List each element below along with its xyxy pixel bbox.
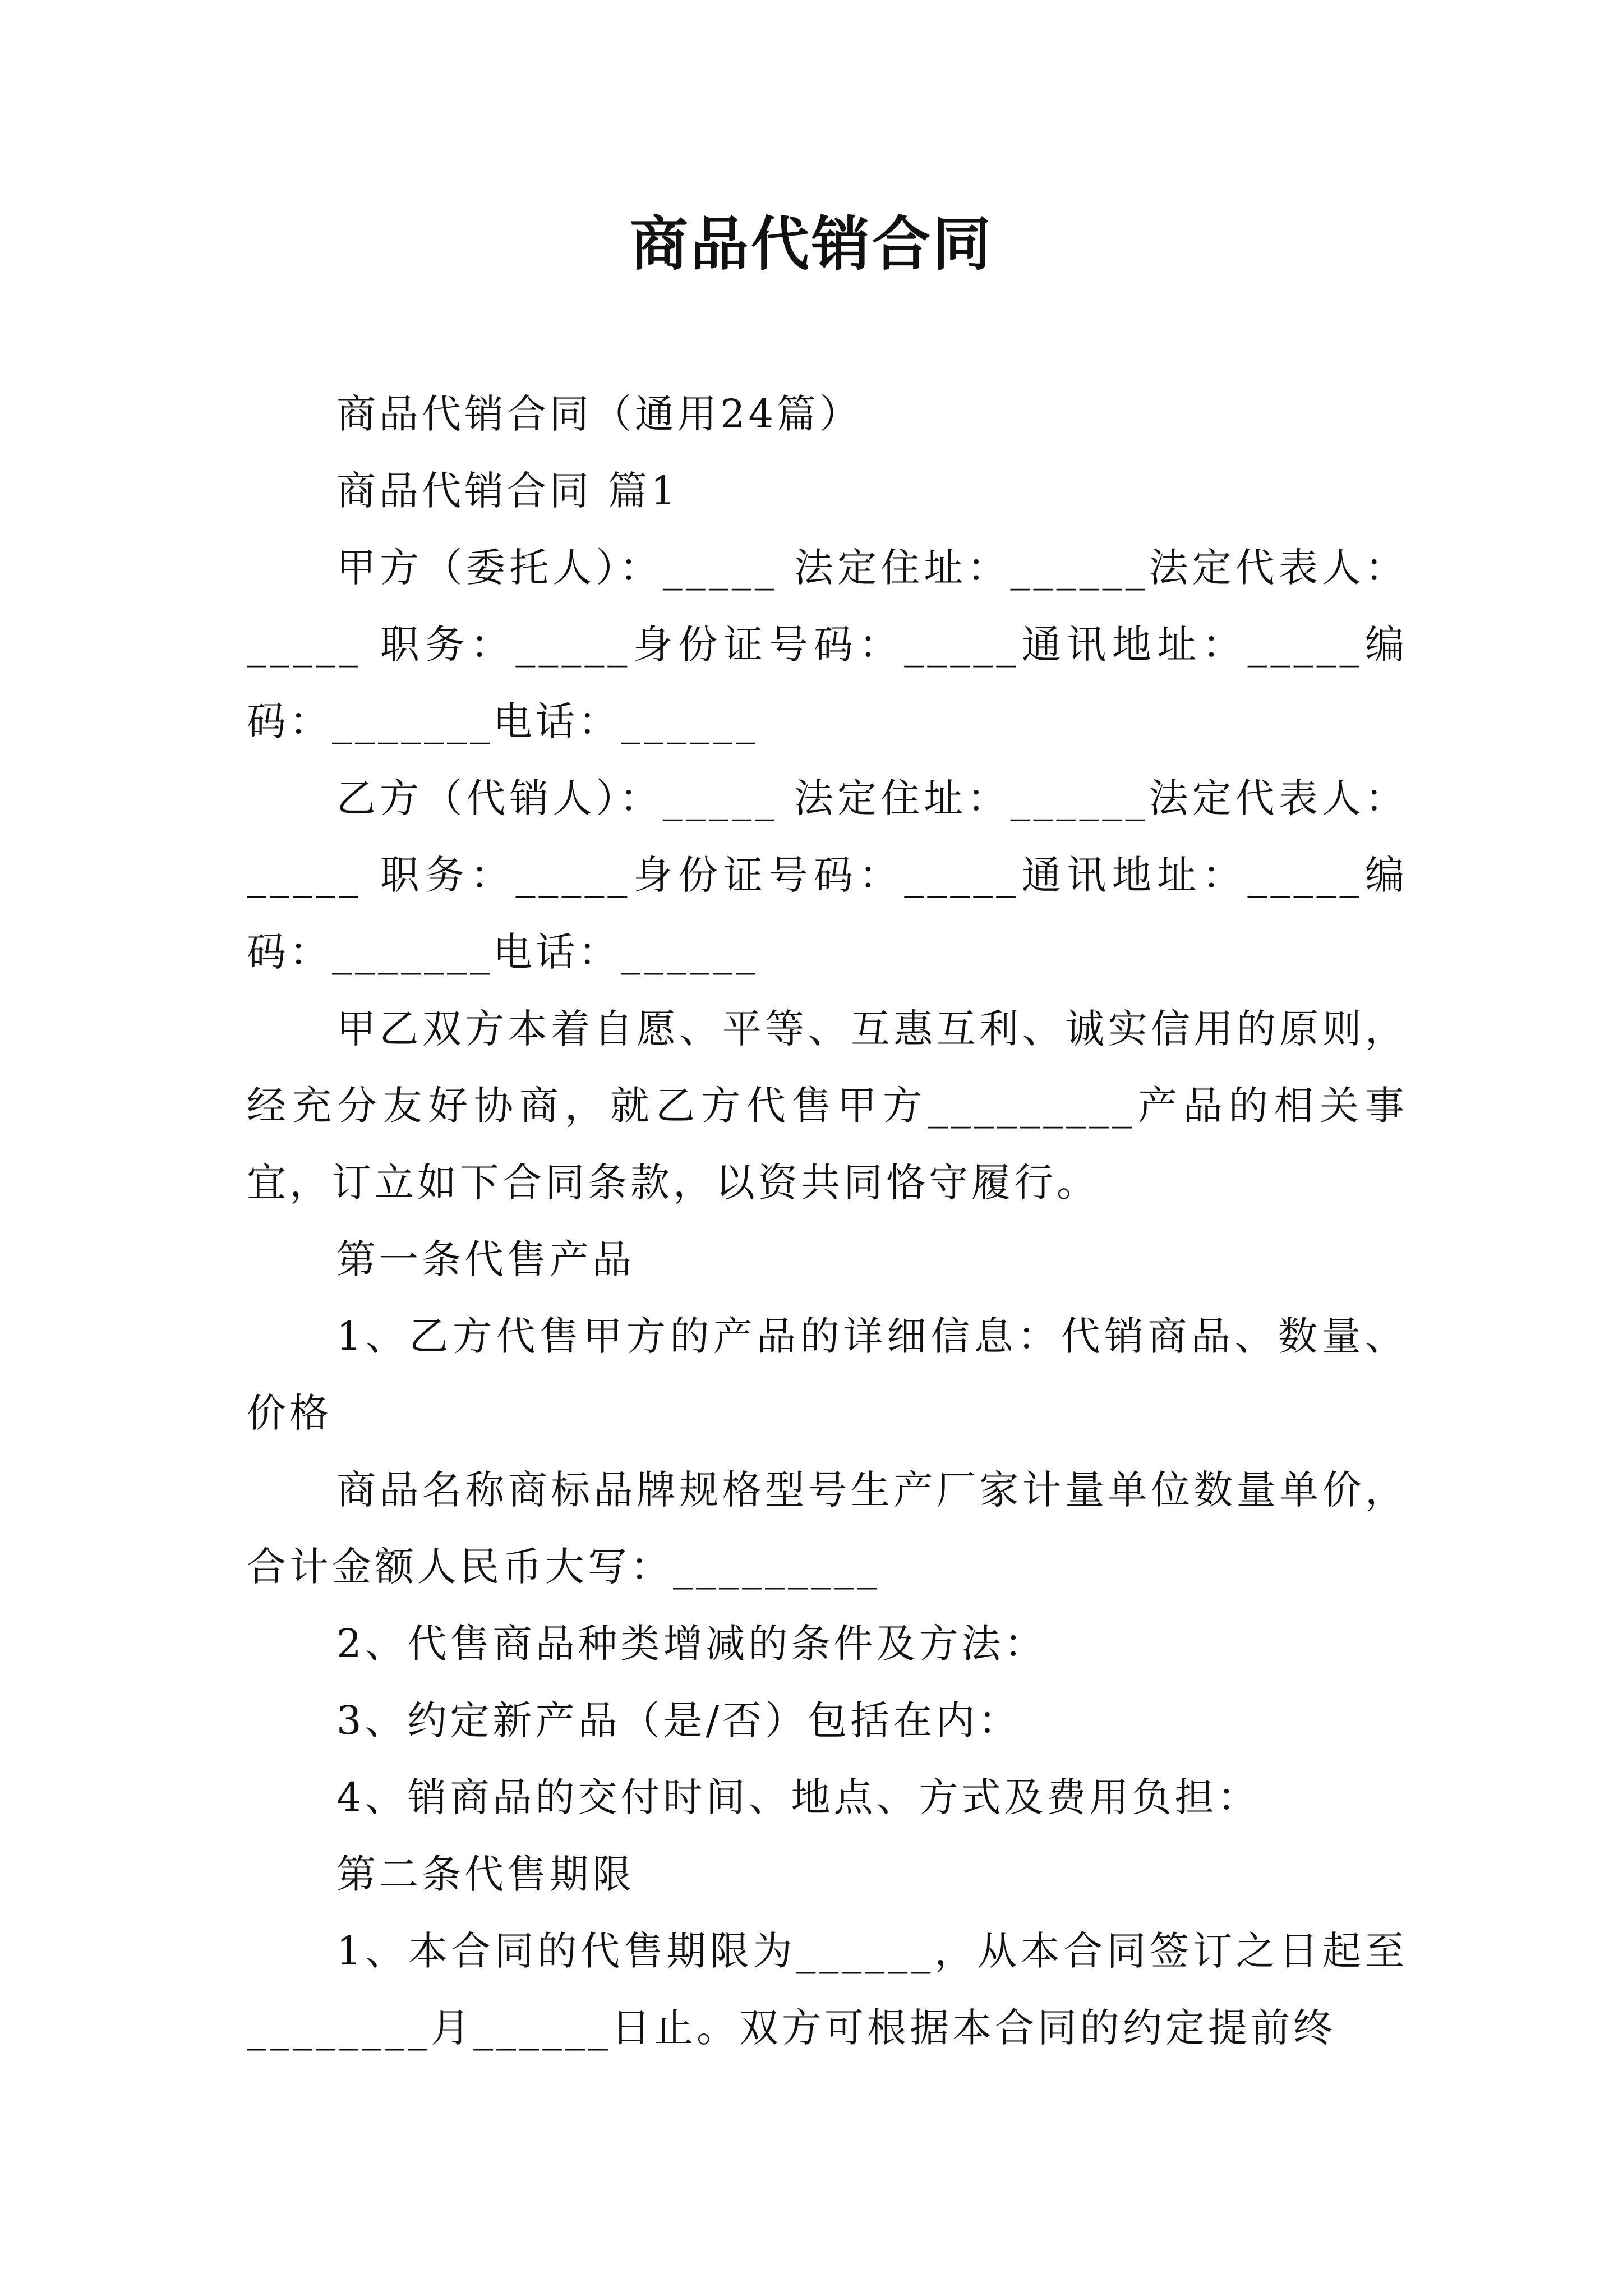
- article-1-clause-1: 1、乙方代售甲方的产品的详细信息：代销商品、数量、价格: [247, 1313, 1408, 1436]
- subtitle-paragraph: 商品代销合同（通用24篇）: [336, 391, 863, 437]
- product-details-paragraph: 商品名称商标品牌规格型号生产厂家计量单位数量单价，合计金额人民币大写：_________: [247, 1467, 1408, 1590]
- document-title: 商品代销合同: [629, 209, 993, 278]
- party-a-info-paragraph: 甲方（委托人）：_____ 法定住址：______法定代表人：_____ 职务：_____身份证号码：_____通讯地址：_____编码：_______电话：______: [247, 545, 1408, 744]
- article-1-heading: 第一条代售产品: [336, 1236, 635, 1282]
- article-1-clause-4: 4、销商品的交付时间、地点、方式及费用负担：: [336, 1774, 1260, 1820]
- document-body: [247, 376, 1408, 2067]
- section-heading-part-1: 商品代销合同 篇1: [336, 468, 679, 514]
- article-2-clause-1: 1、本合同的代售期限为______，从本合同签订之日起至________月______日止。双方可根据本合同的约定提前终: [247, 1928, 1408, 2051]
- article-2-heading: 第二条代售期限: [336, 1851, 635, 1897]
- article-1-clause-3: 3、约定新产品（是/否）包括在内：: [336, 1697, 1021, 1743]
- party-b-info-paragraph: 乙方（代销人）：_____ 法定住址：______法定代表人：_____ 职务：_____身份证号码：_____通讯地址：_____编码：_______电话：______: [247, 775, 1408, 975]
- preamble-paragraph: 甲乙双方本着自愿、平等、互惠互利、诚实信用的原则，经充分友好协商，就乙方代售甲方_________产品的相关事宜，订立如下合同条款，以资共同恪守履行。: [247, 1006, 1408, 1205]
- article-1-clause-2: 2、代售商品种类增减的条件及方法：: [336, 1621, 1047, 1667]
